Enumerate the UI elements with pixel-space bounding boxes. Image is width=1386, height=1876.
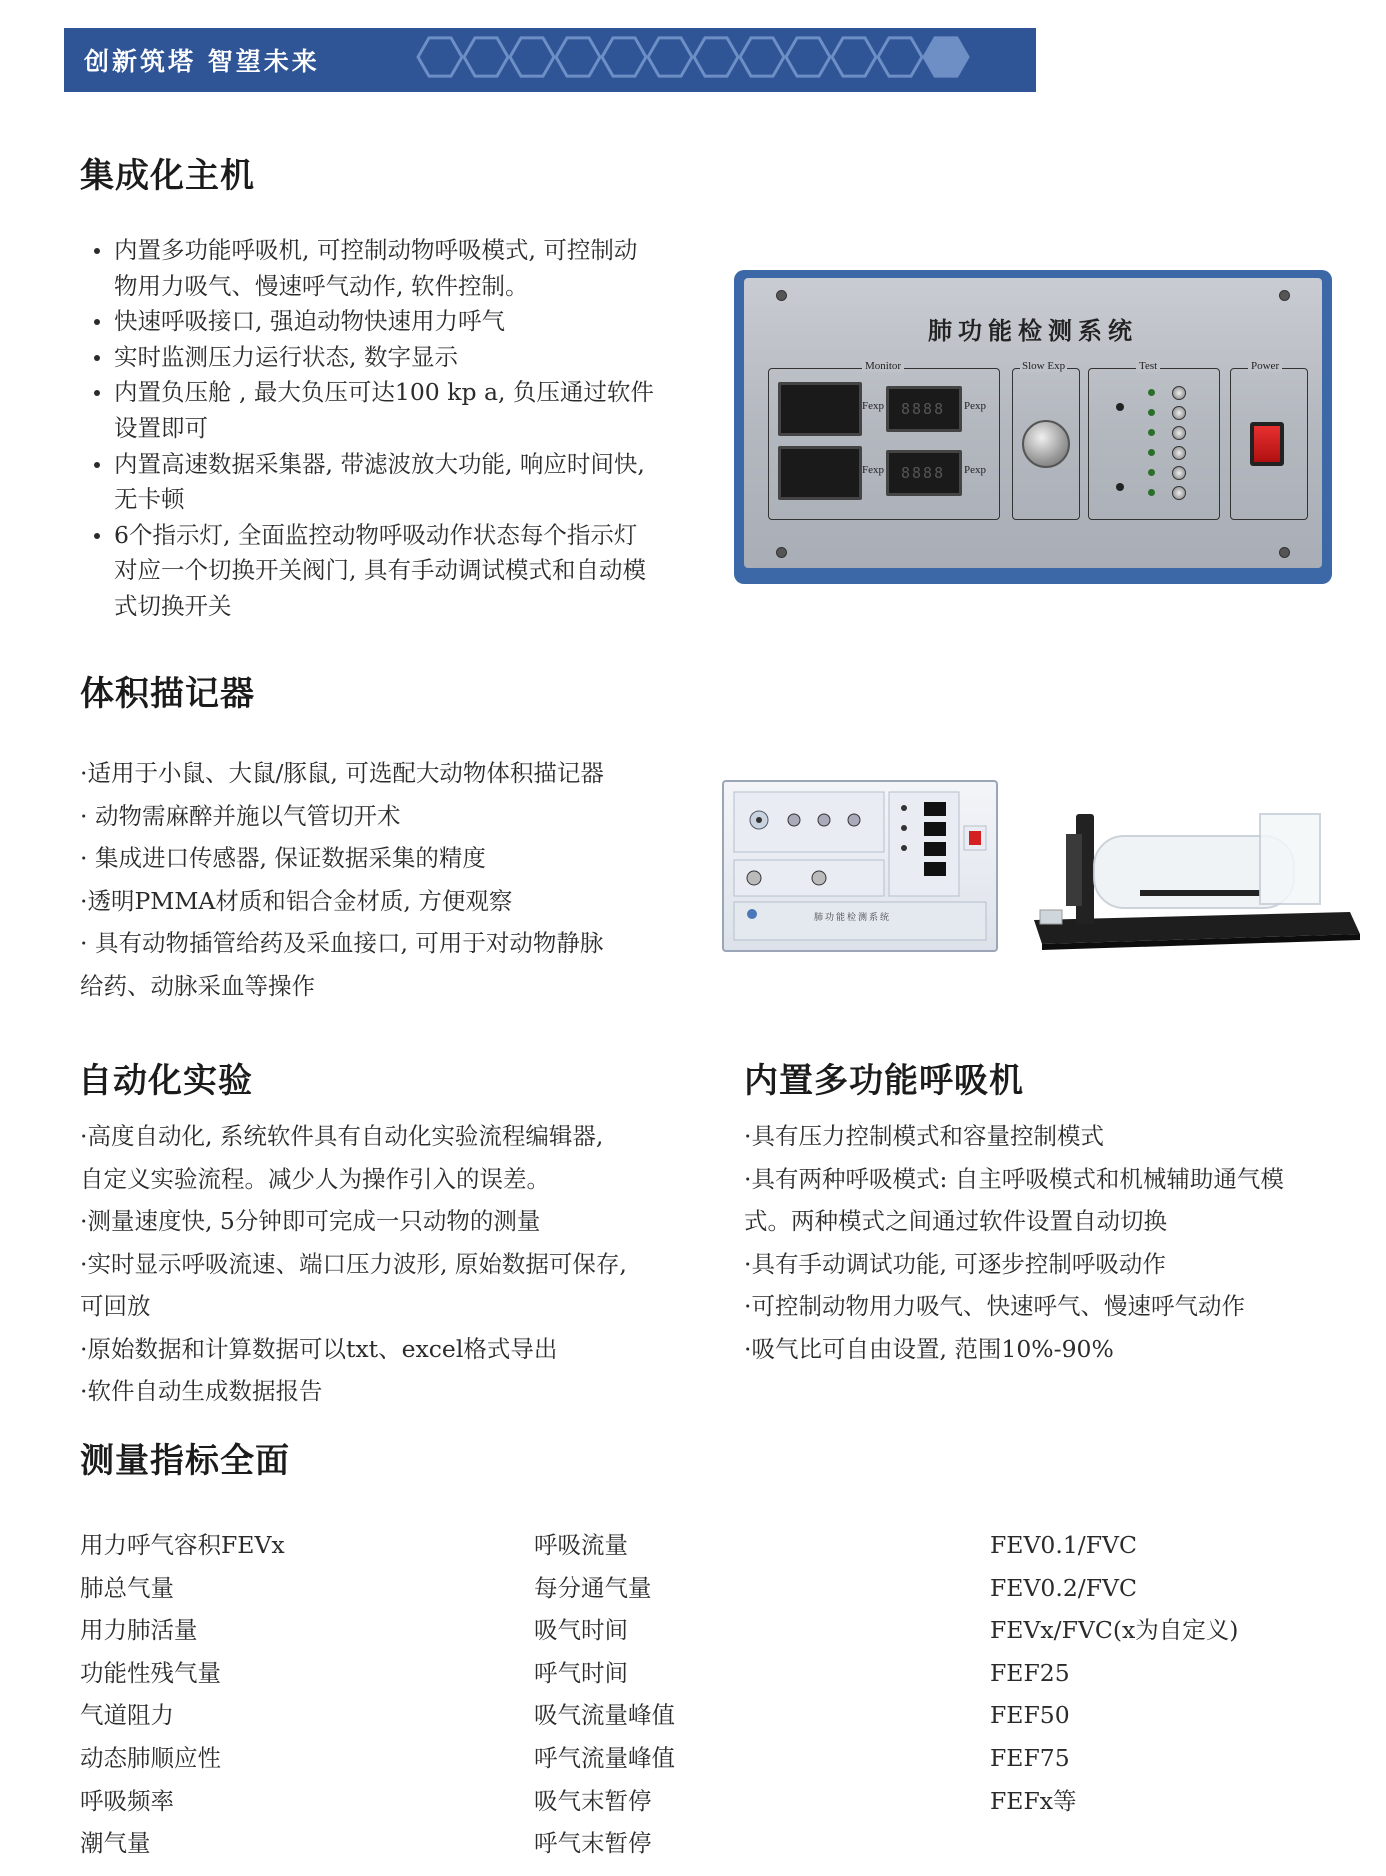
hexagon-shape	[878, 38, 922, 76]
indicator-led	[1148, 469, 1155, 476]
hexagon-shape	[602, 38, 646, 76]
power-switch	[1250, 422, 1284, 466]
metric-item: 呼吸频率	[80, 1786, 174, 1815]
automation-feature-line: ·原始数据和计算数据可以txt、excel格式导出	[80, 1334, 558, 1363]
plethysmograph-feature-line: ·适用于小鼠、大鼠/豚鼠, 可选配大动物体积描记器	[80, 759, 604, 787]
host-feature-line: 物用力吸气、慢速呼气动作, 软件控制。	[114, 271, 529, 300]
hexagon-shape	[648, 38, 692, 76]
display-label: Pexp	[964, 400, 986, 412]
metric-item: 动态肺顺应性	[80, 1743, 221, 1772]
hexagon-shape	[464, 38, 508, 76]
metric-item: 吸气末暂停	[534, 1786, 652, 1815]
host-feature-item	[80, 518, 720, 625]
power-label: Power	[1248, 360, 1282, 372]
test-toggle-switch	[1172, 466, 1186, 480]
automation-feature-line: 自定义实验流程。减少人为操作引入的误差。	[80, 1164, 550, 1193]
host-feature-line: 式切换开关	[114, 591, 232, 620]
pressure-display-1	[886, 386, 962, 432]
digit-readout: 8888	[901, 464, 946, 482]
device-front-panel-image	[734, 270, 1332, 584]
metric-item: 吸气流量峰值	[534, 1701, 675, 1730]
hexagon-shape	[740, 38, 784, 76]
metrics-column-3	[990, 1524, 1238, 1822]
test-toggle-switch	[1172, 446, 1186, 460]
automation-feature-list	[80, 1115, 627, 1413]
metric-item: FEF50	[990, 1701, 1070, 1730]
flow-display-2	[778, 446, 862, 500]
metric-item: 吸气时间	[534, 1616, 628, 1645]
metrics-column-2	[534, 1524, 675, 1865]
indicator-led	[1148, 449, 1155, 456]
bullet-dot	[94, 248, 100, 254]
header-banner	[64, 28, 1036, 92]
bullet-dot	[94, 319, 100, 325]
metric-item: 潮气量	[80, 1829, 151, 1858]
host-feature-line: 6个指示灯, 全面监控动物呼吸动作状态每个指示灯	[114, 520, 638, 549]
test-toggle-switch	[1172, 486, 1186, 500]
bullet-dot	[94, 390, 100, 396]
automation-feature-line: ·实时显示呼吸流速、端口压力波形, 原始数据可保存,	[80, 1249, 627, 1278]
hexagon-shape	[832, 38, 876, 76]
plethysmograph-feature-line: 给药、动脉采血等操作	[80, 971, 315, 1000]
test-label: Test	[1136, 360, 1160, 372]
hexagon-shape	[510, 38, 554, 76]
ventilator-feature-line: ·吸气比可自由设置, 范围10%-90%	[744, 1334, 1114, 1363]
test-toggle-switch	[1172, 386, 1186, 400]
host-feature-line: 快速呼吸接口, 强迫动物快速用力呼气	[114, 307, 505, 336]
metric-item: FEV0.1/FVC	[990, 1531, 1137, 1559]
metrics-column-1	[80, 1524, 285, 1865]
metric-item: FEVx/FVC(x为自定义)	[990, 1616, 1239, 1645]
hexagon-shape	[694, 38, 738, 76]
metric-item: FEF25	[990, 1658, 1070, 1687]
bullet-dot	[94, 462, 100, 468]
metric-item: 呼气末暂停	[534, 1829, 652, 1858]
control-unit-drawing	[724, 782, 996, 950]
ventilator-feature-list	[744, 1115, 1284, 1370]
hexagon-shape	[418, 38, 462, 76]
hexagon-pattern-decoration	[416, 32, 1026, 88]
host-feature-line: 设置即可	[114, 413, 208, 442]
metric-item: 用力肺活量	[80, 1616, 198, 1645]
plethysmograph-feature-line: · 动物需麻醉并施以气管切开术	[80, 801, 401, 830]
slow-exp-label: Slow Exp	[1022, 360, 1066, 372]
digit-readout: 8888	[901, 400, 946, 418]
metric-item: 气道阻力	[80, 1701, 174, 1730]
section-title-plethysmograph: 体积描记器	[80, 674, 255, 714]
hexagon-shape	[786, 38, 830, 76]
ventilator-feature-line: ·具有手动调试功能, 可逐步控制呼吸动作	[744, 1249, 1166, 1278]
host-feature-item	[80, 375, 720, 446]
unit-label: 肺功能检测系统	[814, 913, 892, 923]
metric-item: 呼气时间	[534, 1658, 628, 1687]
metric-item: 功能性残气量	[80, 1658, 221, 1687]
plethysmograph-feature-line: · 集成进口传感器, 保证数据采集的精度	[80, 844, 486, 872]
hexagon-shape	[556, 38, 600, 76]
test-toggle-switch	[1172, 406, 1186, 420]
section-title-automation: 自动化实验	[78, 1061, 253, 1101]
automation-feature-line: 可回放	[80, 1292, 151, 1320]
host-feature-item	[80, 233, 720, 304]
ventilator-feature-line: ·具有压力控制模式和容量控制模式	[744, 1122, 1104, 1150]
metric-item: 呼气流量峰值	[534, 1743, 675, 1772]
metric-item: FEFx等	[990, 1786, 1077, 1815]
slow-exp-knob	[1022, 420, 1070, 468]
flow-display-1	[778, 382, 862, 436]
host-feature-line: 对应一个切换开关阀门, 具有手动调试模式和自动模	[114, 556, 646, 585]
host-feature-item	[80, 340, 720, 376]
automation-feature-line: ·高度自动化, 系统软件具有自动化实验流程编辑器,	[80, 1122, 604, 1150]
host-feature-item	[80, 447, 720, 518]
host-feature-list	[80, 233, 720, 625]
test-toggle-switch	[1172, 426, 1186, 440]
plethysmograph-feature-list	[80, 752, 604, 1007]
host-feature-line: 内置负压舱 , 最大负压可达100 kp a, 负压通过软件	[114, 378, 654, 407]
monitor-label: Monitor	[862, 360, 904, 372]
automation-feature-line: ·软件自动生成数据报告	[80, 1377, 323, 1405]
metric-item: 呼吸流量	[534, 1531, 628, 1559]
panel-title: 肺功能检测系统	[928, 316, 1138, 345]
bullet-dot	[94, 355, 100, 361]
plethysmograph-chamber-image	[1030, 800, 1364, 950]
display-label: Fexp	[862, 464, 884, 476]
host-feature-line: 内置高速数据采集器, 带滤波放大功能, 响应时间快,	[114, 449, 645, 478]
display-label: Pexp	[964, 464, 986, 476]
host-feature-line: 内置多功能呼吸机, 可控制动物呼吸模式, 可控制动	[114, 236, 638, 264]
hexagon-shape	[924, 38, 968, 76]
section-title-metrics: 测量指标全面	[80, 1441, 290, 1481]
pressure-display-2	[886, 450, 962, 496]
metric-item: 用力呼气容积FEVx	[80, 1531, 285, 1559]
indicator-led	[1148, 429, 1155, 436]
bullet-dot	[94, 533, 100, 539]
ventilator-feature-line: ·具有两种呼吸模式: 自主呼吸模式和机械辅助通气模	[744, 1164, 1284, 1193]
ventilator-feature-line: ·可控制动物用力吸气、快速呼气、慢速呼气动作	[744, 1292, 1245, 1320]
ventilator-feature-line: 式。两种模式之间通过软件设置自动切换	[744, 1207, 1167, 1235]
display-label: Fexp	[862, 400, 884, 412]
host-feature-line: 实时监测压力运行状态, 数字显示	[114, 342, 458, 371]
plethysmograph-feature-line: · 具有动物插管给药及采血接口, 可用于对动物静脉	[80, 929, 604, 957]
plethysmograph-feature-line: ·透明PMMA材质和铝合金材质, 方便观察	[80, 886, 513, 915]
section-title-ventilator: 内置多功能呼吸机	[744, 1061, 1024, 1101]
metric-item: FEF75	[990, 1743, 1070, 1772]
host-feature-item	[80, 304, 720, 340]
banner-slogan: 创新筑塔 智望未来	[84, 47, 320, 76]
control-unit-image	[722, 780, 998, 952]
indicator-led	[1148, 409, 1155, 416]
metric-item: 肺总气量	[80, 1573, 174, 1602]
automation-feature-line: ·测量速度快, 5分钟即可完成一只动物的测量	[80, 1207, 541, 1235]
section-title-host: 集成化主机	[80, 156, 255, 196]
indicator-led	[1148, 389, 1155, 396]
metric-item: FEV0.2/FVC	[990, 1573, 1137, 1602]
host-feature-line: 无卡顿	[114, 485, 185, 514]
indicator-led	[1148, 489, 1155, 496]
metric-item: 每分通气量	[534, 1573, 652, 1602]
